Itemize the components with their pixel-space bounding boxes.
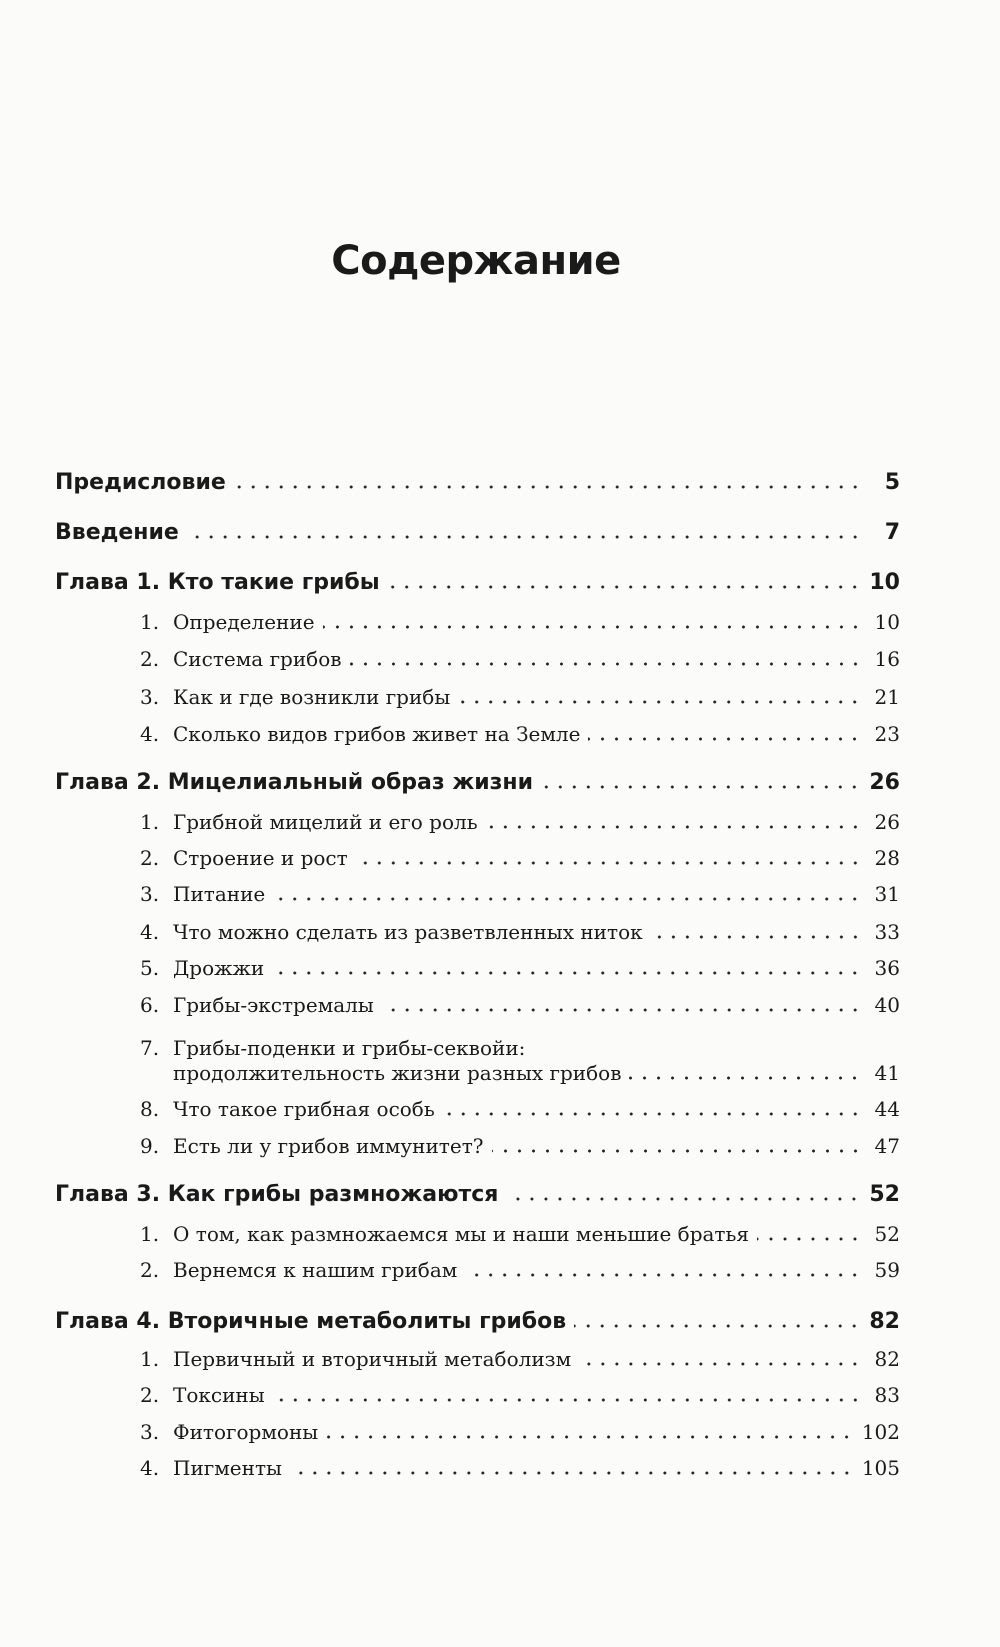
dot-leader [629, 1076, 862, 1080]
page-number: 52 [869, 1182, 900, 1207]
entry-label [140, 993, 374, 1017]
dot-leader [388, 585, 862, 589]
toc-entry-section[interactable] [140, 1420, 900, 1454]
section-number: 2. [140, 647, 160, 671]
dot-leader [506, 1197, 861, 1201]
dot-leader [465, 1273, 862, 1277]
section-title: Дрожжи [173, 956, 265, 980]
entry-label [140, 1456, 282, 1480]
dot-leader [187, 535, 862, 539]
entry-label [140, 1258, 457, 1282]
dot-leader [541, 785, 861, 789]
section-title: Как и где возникли грибы [173, 685, 451, 709]
toc-entry-chapter[interactable] [55, 570, 900, 604]
section-number: 3. [140, 882, 160, 906]
section-title: Сколько видов грибов живет на Земле [173, 722, 581, 746]
dot-leader [458, 700, 862, 704]
entry-label: Глава 3. Как грибы размножаются [55, 1182, 499, 1207]
dot-leader [273, 897, 862, 901]
dot-leader [350, 662, 862, 666]
section-title: Что можно сделать из разветвленных ниток [173, 920, 643, 944]
page-number: 10 [869, 570, 900, 595]
section-title: Есть ли у грибов иммунитет? [173, 1134, 484, 1158]
toc-entry-section[interactable] [140, 956, 900, 990]
section-number: 8. [140, 1097, 160, 1121]
entry-label [140, 956, 264, 980]
page-number: 102 [861, 1420, 900, 1444]
dot-leader [356, 861, 862, 865]
entry-label [140, 846, 348, 870]
page-number: 28 [874, 846, 900, 870]
section-number: 2. [140, 1258, 160, 1282]
section-number: 2. [140, 846, 160, 870]
entry-label [140, 685, 450, 709]
section-title: Токсины [173, 1383, 265, 1407]
page-number: 31 [874, 882, 900, 906]
toc-entry-section[interactable] [140, 1456, 900, 1490]
entry-label: Введение [55, 520, 179, 545]
page-number: 36 [874, 956, 900, 980]
section-number: 4. [140, 920, 160, 944]
toc-entry-chapter[interactable] [55, 1182, 900, 1216]
toc-entry-section[interactable] [140, 610, 900, 644]
section-number: 5. [140, 956, 160, 980]
dot-leader [273, 1398, 862, 1402]
section-title: Что такое грибная особь [173, 1097, 435, 1121]
dot-leader [492, 1149, 863, 1153]
toc-entry-front[interactable] [55, 470, 900, 504]
section-title: Первичный и вторичный метаболизм [173, 1347, 572, 1371]
entry-label: Глава 4. Вторичные метаболиты грибов [55, 1309, 567, 1334]
toc-entry-section[interactable] [140, 1383, 900, 1417]
section-title-line1[interactable] [140, 1036, 525, 1060]
section-number: 6. [140, 993, 160, 1017]
section-number: 3. [140, 1420, 160, 1444]
dot-leader [443, 1112, 862, 1116]
toc-entry-section[interactable] [140, 722, 900, 756]
page-number: 105 [861, 1456, 900, 1480]
toc-entry-section[interactable] [140, 685, 900, 719]
entry-label [140, 1134, 484, 1158]
toc-entry-chapter[interactable] [55, 770, 900, 804]
toc-entry-section[interactable] [140, 920, 900, 954]
page-number: 47 [874, 1134, 900, 1158]
page-number: 21 [874, 685, 900, 709]
section-title: Питание [173, 882, 266, 906]
dot-leader [234, 485, 862, 489]
section-number: 3. [140, 685, 160, 709]
section-number: 4. [140, 722, 160, 746]
page-number: 59 [874, 1258, 900, 1282]
toc-entry-section[interactable] [140, 1258, 900, 1292]
dot-leader [382, 1008, 862, 1012]
page-number: 82 [869, 1309, 900, 1334]
toc-entry-section[interactable] [140, 810, 900, 844]
section-title-line2: продолжительность жизни разных грибов [173, 1061, 622, 1085]
entry-label: Глава 1. Кто такие грибы [55, 570, 380, 595]
entry-label [140, 920, 643, 944]
dot-leader [757, 1237, 862, 1241]
entry-label: Предисловие [55, 470, 226, 495]
section-number: 1. [140, 610, 160, 634]
section-number: 2. [140, 1383, 160, 1407]
page-number: 33 [874, 920, 900, 944]
page-title: Содержание [331, 238, 621, 284]
entry-label [140, 1383, 265, 1407]
page-number: 26 [874, 810, 900, 834]
section-number: 1. [140, 1347, 160, 1371]
dot-leader [326, 1435, 854, 1439]
section-number: 1. [140, 810, 160, 834]
page-number: 44 [874, 1097, 900, 1121]
entry-label [140, 647, 342, 671]
toc-entry-section[interactable] [140, 1134, 900, 1168]
section-title: Определение [173, 610, 315, 634]
toc-entry-section[interactable] [140, 647, 900, 681]
dot-leader [272, 971, 862, 975]
entry-label: Глава 2. Мицелиальный образ жизни [55, 770, 534, 795]
page-number: 40 [874, 993, 900, 1017]
page-number: 82 [874, 1347, 900, 1371]
toc-entry-chapter[interactable] [55, 1309, 900, 1343]
section-number: 9. [140, 1134, 160, 1158]
entry-label [140, 1097, 435, 1121]
page-number: 10 [874, 610, 900, 634]
page-number: 16 [874, 647, 900, 671]
dot-leader [588, 737, 862, 741]
toc-entry-section[interactable] [140, 846, 900, 880]
section-title: Пигменты [173, 1456, 282, 1480]
toc-entry-section[interactable] [140, 1097, 900, 1131]
dot-leader [486, 825, 862, 829]
page-number: 41 [874, 1061, 900, 1085]
page-number: 26 [869, 770, 900, 795]
entry-label [140, 1420, 318, 1444]
section-title: Фитогормоны [173, 1420, 319, 1444]
page-number: 5 [884, 470, 900, 495]
page-number: 83 [874, 1383, 900, 1407]
section-title: Вернемся к нашим грибам [173, 1258, 458, 1282]
section-title: О том, как размножаемся мы и наши меньшие братья [173, 1222, 749, 1246]
toc-entry-section[interactable] [140, 1061, 900, 1095]
section-number: 1. [140, 1222, 160, 1246]
section-title: Грибы-поденки и грибы-секвойи: [173, 1036, 526, 1060]
toc-entry-section[interactable] [140, 1347, 900, 1381]
dot-leader [651, 935, 862, 939]
section-title: Грибы-экстремалы [173, 993, 374, 1017]
toc-entry-section[interactable] [140, 882, 900, 916]
page-number: 52 [874, 1222, 900, 1246]
page-number: 7 [884, 520, 900, 545]
dot-leader [574, 1324, 861, 1328]
section-title: Грибной мицелий и его роль [173, 810, 478, 834]
toc-entry-section[interactable] [140, 993, 900, 1027]
page-number: 23 [874, 722, 900, 746]
entry-label [140, 810, 478, 834]
dot-leader [323, 625, 862, 629]
section-number: 4. [140, 1456, 160, 1480]
section-title: Строение и рост [173, 846, 348, 870]
entry-label [140, 722, 580, 746]
dot-leader [579, 1362, 862, 1366]
section-title: Система грибов [173, 647, 342, 671]
entry-label [140, 1061, 621, 1085]
toc-entry-section[interactable] [140, 1222, 900, 1256]
entry-label [140, 882, 265, 906]
entry-label [140, 610, 315, 634]
entry-label [140, 1222, 749, 1246]
dot-leader [290, 1471, 854, 1475]
entry-label [140, 1347, 571, 1371]
section-number: 7. [140, 1036, 160, 1060]
toc-entry-front[interactable] [55, 520, 900, 554]
